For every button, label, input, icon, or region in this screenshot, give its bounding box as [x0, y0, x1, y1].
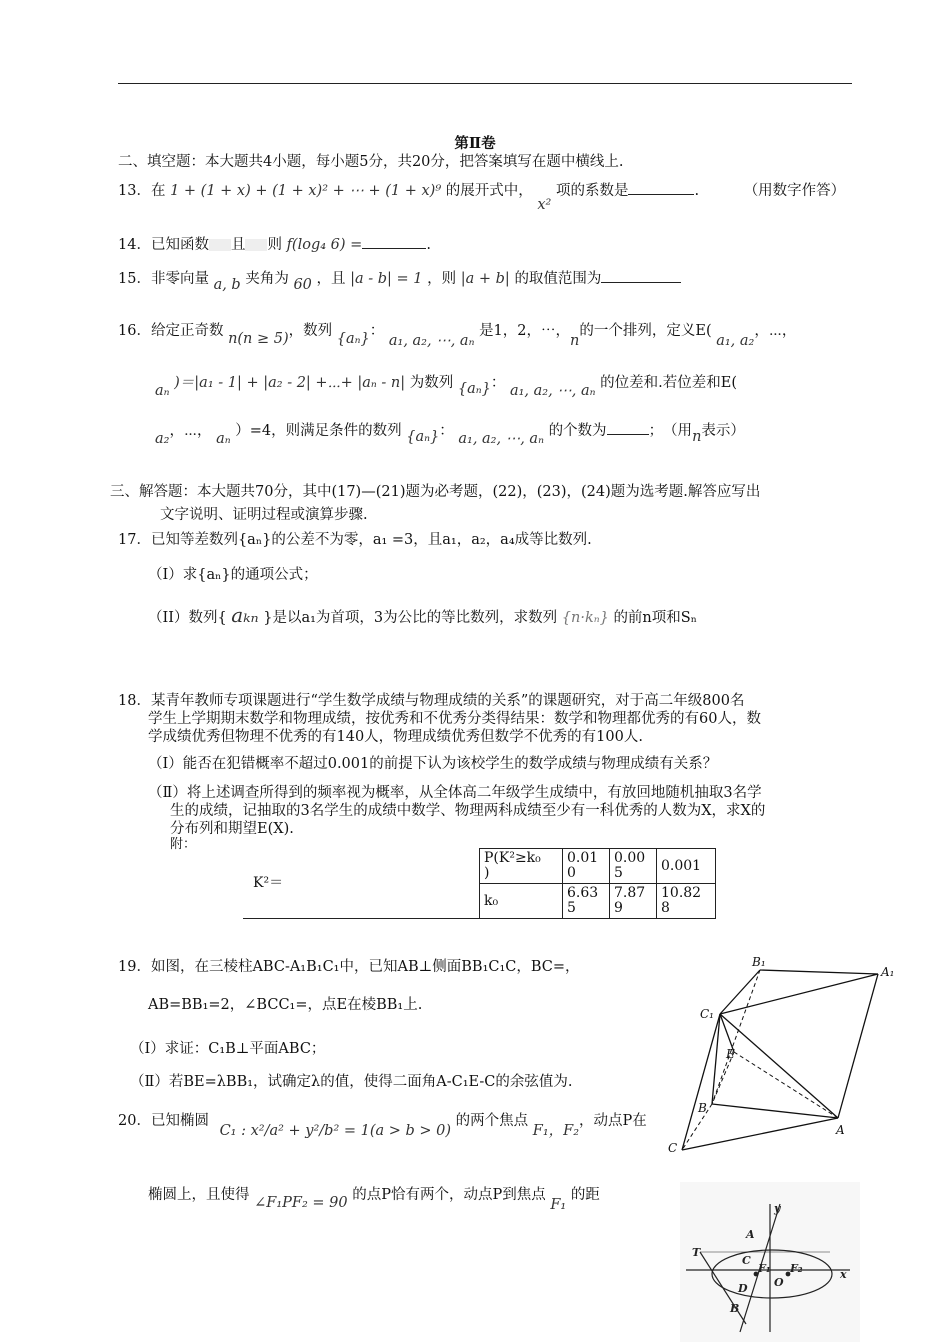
k2-formula-cell: K²＝ — [243, 849, 480, 919]
label-O: O — [774, 1276, 784, 1289]
label-F1: F₁ — [758, 1262, 771, 1275]
q18-part2-c: 分布列和期望E(X). — [170, 821, 294, 837]
q15-cond: |a - b| = 1 — [350, 271, 423, 287]
label-C: C — [742, 1254, 751, 1267]
q17-part2: （II）数列{ aₖₙ }是以a₁为首项，3为公比的等比数列，求数列 {n·kₙ} 的前n项和Sₙ — [148, 603, 697, 627]
table-cell: k₀ — [480, 884, 563, 919]
q18-line1: 18．某青年教师专项课题进行“学生数学成绩与物理成绩的关系”的课题研究，对于高二年级800名 — [118, 693, 745, 709]
q16-line2: aₙ )＝|a₁ - 1| + |a₂ - 2| +⋯+ |aₙ - n| 为数列 {aₙ}： a₁, a₂, ⋯, aₙ 的位差和.若位差和E( — [155, 375, 737, 399]
q19-part1: （Ⅰ）求证：C₁B⊥平面ABC； — [130, 1041, 326, 1057]
q14: 14．已知函数 且 则 f(log₄ 6) = . — [118, 237, 431, 253]
q16-line3: a₂，⋯， aₙ ）=4，则满足条件的数列 {aₙ}： a₁, a₂, ⋯, aₙ 的个数为 ； （用n表示） — [155, 423, 745, 447]
label-B: B — [730, 1302, 740, 1315]
section-title: 第Ⅱ卷 — [454, 135, 496, 152]
q18-line2: 学生上学期期末数学和物理成绩，按优秀和不优秀分类得结果：数学和物理都优秀的有60人，数 — [148, 711, 761, 727]
q13-expr: 1 + (1 + x) + (1 + x)² + ⋯ + (1 + x)⁹ — [170, 183, 442, 199]
q15-angle: 60 — [293, 277, 312, 293]
q19-line2: AB=BB₁=2，∠BCC₁=，点E在棱BB₁上. — [148, 997, 423, 1013]
table-cell: 10.82 8 — [657, 884, 716, 919]
q18-part2-a: （Ⅱ）将上述调查所得到的频率视为概率，从全体高二年级学生成绩中，有放回地随机抽取3名学 — [148, 785, 762, 801]
table-cell: P(K²≥k₀ ) — [480, 849, 563, 884]
label-C1: C₁ — [700, 1007, 714, 1021]
q18-appendix-label: 附： — [170, 837, 197, 852]
q15-vec: a, b — [213, 277, 241, 293]
prism-figure — [660, 952, 910, 1157]
q13-term: x² — [537, 197, 552, 213]
q17-stem: 17．已知等差数列{aₙ}的公差不为零，a₁ =3，且a₁，a₂，a₄成等比数列. — [118, 532, 592, 548]
label-y: y — [774, 1202, 781, 1215]
label-x: x — [840, 1268, 847, 1281]
table-cell: 0.001 — [657, 849, 716, 884]
q14-func-image — [209, 239, 231, 251]
label-E: E — [726, 1047, 735, 1061]
q15-expr: |a + b| — [460, 271, 510, 287]
critical-value-table — [243, 848, 716, 919]
q17-part1: （I）求{aₙ}的通项公式； — [148, 567, 318, 583]
label-A1: A₁ — [881, 965, 895, 979]
label-A: A — [836, 1123, 845, 1137]
q20-line1: 20．已知椭圆 C₁ : x²/a² + y²/b² = 1(a > b > 0) 的两个焦点 F₁，F₂，动点P在 — [118, 1113, 647, 1139]
q14-blank — [362, 236, 426, 249]
q19-line1: 19．如图，在三棱柱ABC-A₁B₁C₁中，已知AB⊥侧面BB₁C₁C，BC=， — [118, 959, 580, 975]
q18-line3: 学成绩优秀但物理不优秀的有140人，物理成绩优秀但数学不优秀的有100人. — [148, 729, 643, 745]
q19-part2: （Ⅱ）若BE=λBB₁，试确定λ的值，使得二面角A-C₁E-C的余弦值为. — [130, 1074, 573, 1090]
part3-heading-1: 三、解答题：本大题共70分，其中(17)—(21)题为必考题，(22)，(23)，(24)题为选考题.解答应写出 — [110, 484, 761, 500]
label-D: D — [738, 1282, 748, 1295]
q14-cond-image — [245, 239, 267, 251]
q20-line2: 椭圆上，且使得 ∠F₁PF₂ = 90 的点P恰有两个，动点P到焦点 F₁ 的距 — [148, 1187, 600, 1213]
q16-blank — [607, 422, 649, 435]
q13: 13．在 1 + (1 + x) + (1 + x)² + ⋯ + (1 + x)⁹ 的展开式中， x² 项的系数是 . （用数字作答） — [118, 183, 846, 213]
label-A: A — [746, 1228, 755, 1241]
q15-blank — [601, 270, 681, 283]
q18-part1: （Ⅰ）能否在犯错概率不超过0.001的前提下认为该校学生的数学成绩与物理成绩有关系？ — [148, 756, 718, 772]
label-T: T — [692, 1246, 701, 1259]
ellipse-figure — [680, 1182, 860, 1342]
q16-line1: 16．给定正奇数 n(n ≥ 5)，数列 {aₙ}： a₁, a₂, ⋯, aₙ 是1，2，⋯，n的一个排列，定义E( a₁, a₂，⋯， — [118, 323, 797, 349]
part2-heading: 二、填空题：本大题共4小题，每小题5分，共20分，把答案填写在题中横线上. — [118, 154, 624, 170]
table-cell: 6.63 5 — [563, 884, 610, 919]
q14-expr: f(log₄ 6) = — [286, 237, 363, 253]
part3-heading-2: 文字说明、证明过程或演算步骤. — [160, 507, 368, 523]
top-rule — [118, 83, 852, 84]
q18-part2-b: 生的成绩，记抽取的3名学生的成绩中数学、物理两科成绩至少有一科优秀的人数为X，求X的 — [170, 803, 766, 819]
label-F2: F₂ — [790, 1262, 803, 1275]
label-C: C — [668, 1141, 678, 1155]
q13-blank — [628, 182, 694, 195]
table-cell: 0.01 0 — [563, 849, 610, 884]
label-B1: B₁ — [752, 955, 766, 969]
q15: 15．非零向量 a, b 夹角为 60 ，且 |a - b| = 1 ，则 |a + b| 的取值范围为 — [118, 270, 681, 288]
label-B: B — [698, 1101, 707, 1115]
table-cell: 0.00 5 — [610, 849, 657, 884]
table-cell: 7.87 9 — [610, 884, 657, 919]
